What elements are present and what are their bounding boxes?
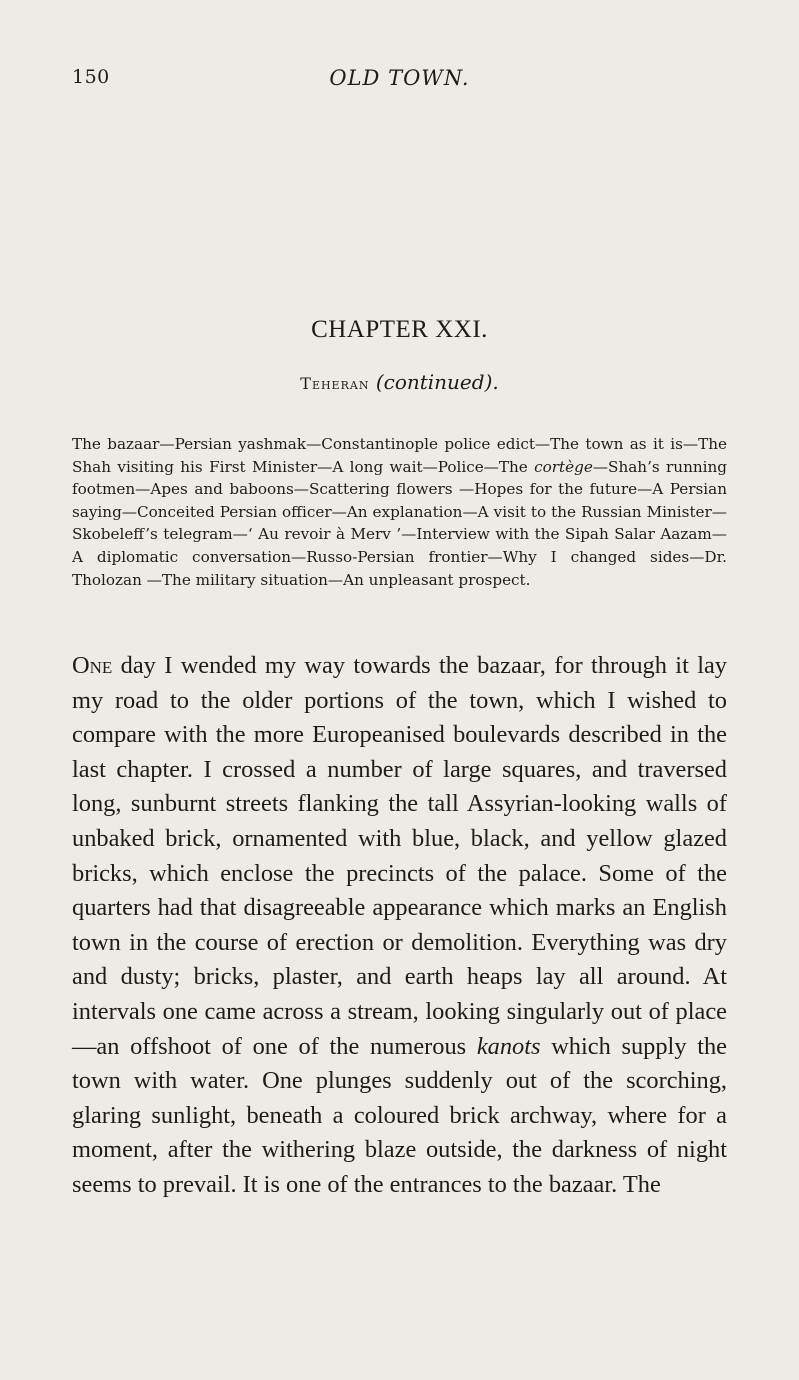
page-header (72, 60, 727, 100)
running-head: OLD TOWN. (329, 66, 470, 90)
body-lead-word: One (72, 652, 113, 679)
summary-text-part2: —Shah’s running footmen—Apes and baboons—Scattering flowers —Hopes for the future—A Persian saying—Conceited Persian officer—An explanation—A visit to the Russian Minister—Skobeleff’s telegram—‘ Au revoir à Merv ’—Interview with the Sipah Salar Aazam—A diplomatic conversation—Russo-Persian frontier—Why I changed sides—Dr. Tholozan —The military situation—An unpleasant prospect. (72, 457, 728, 589)
body-italic-word: kanots (476, 1032, 541, 1060)
summary-text-part1: The bazaar—Persian yashmak—Constantinople police edict—The town as it is—The Shah visiting his First Minister—A long wait—Police—The (72, 435, 727, 476)
chapter-subtitle-place: Teheran (300, 374, 370, 393)
chapter-subtitle-note: (continued). (375, 370, 499, 394)
page-number: 150 (72, 66, 110, 88)
body-paragraph (72, 649, 727, 1203)
summary-italic-word: cortège (534, 457, 593, 476)
chapter-title: CHAPTER XXI. (311, 316, 488, 343)
chapter-summary (72, 433, 727, 591)
body-text-part2: which supply the town with water. One plunges suddenly out of the scorching, glaring sunlight, beneath a coloured brick archway, where for a moment, after the withering blaze outside, the darkness of night seems to prevail. It is one of the entrances to the bazaar. The (72, 1032, 727, 1198)
chapter-subtitle (0, 370, 799, 394)
body-text-part1: day I wended my way towards the bazaar, for through it lay my road to the older portions of the town, which I wished to compare with the more Europeanised boulevards described in the last chapter. I crossed a number of large squares, and traversed long, sunburnt streets flanking the tall Assyrian-looking walls of unbaked brick, ornamented with blue, black, and yellow glazed bricks, which enclose the precincts of the palace. Some of the quarters had that disagreeable appearance which marks an English town in the course of erection or demolition. Everything was dry and dusty; bricks, plaster, and earth heaps lay all around. At intervals one came across a stream, looking singularly out of place—an offshoot of one of the numerous (72, 652, 727, 1060)
